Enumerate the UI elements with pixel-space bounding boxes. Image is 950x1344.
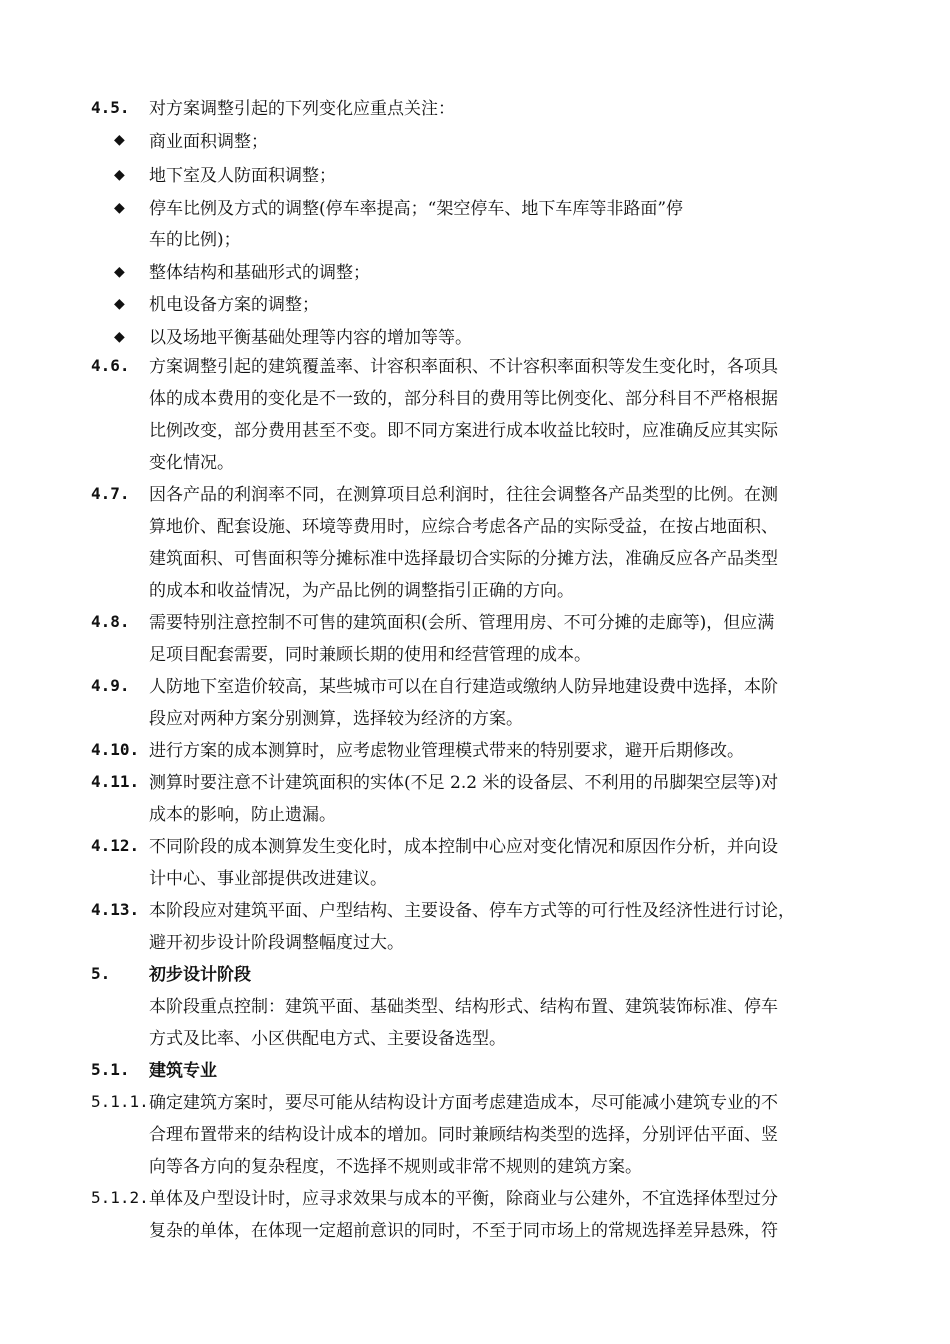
- heading-number: 5.: [91, 964, 111, 983]
- bullet-diamond-icon: ◆: [114, 167, 125, 183]
- paragraph-line: 不同阶段的成本测算发生变化时，成本控制中心应对变化情况和原因作分析，并向设: [149, 837, 778, 857]
- paragraph-line: 进行方案的成本测算时，应考虑物业管理模式带来的特别要求，避开后期修改。: [149, 741, 744, 761]
- paragraph-line: 因各产品的利润率不同，在测算项目总利润时，往往会调整各产品类型的比例。在测: [149, 485, 778, 505]
- paragraph-line: 避开初步设计阶段调整幅度过大。: [149, 933, 404, 953]
- section-number: 4.13.: [91, 900, 140, 919]
- bullet-item-continued: 车的比例)；: [149, 230, 241, 250]
- heading-title: 建筑专业: [149, 1061, 217, 1081]
- paragraph-line: 足项目配套需要，同时兼顾长期的使用和经营管理的成本。: [149, 645, 591, 665]
- section-number: 5.1.1.: [91, 1092, 149, 1111]
- bullet-diamond-icon: ◆: [114, 296, 125, 312]
- section-text: 对方案调整引起的下列变化应重点关注：: [149, 99, 455, 119]
- paragraph-line: 需要特别注意控制不可售的建筑面积(会所、管理用房、不可分摊的走廊等)，但应满: [149, 613, 775, 633]
- bullet-diamond-icon: ◆: [114, 200, 125, 216]
- paragraph-line: 方式及比率、小区供配电方式、主要设备选型。: [149, 1029, 506, 1049]
- bullet-item: 停车比例及方式的调整(停车率提高；“架空停车、地下车库等非路面”停: [149, 199, 684, 219]
- paragraph-line: 计中心、事业部提供改进建议。: [149, 869, 387, 889]
- bullet-diamond-icon: ◆: [114, 264, 125, 280]
- paragraph-line: 建筑面积、可售面积等分摊标准中选择最切合实际的分摊方法，准确反应各产品类型: [149, 549, 778, 569]
- paragraph-line: 确定建筑方案时，要尽可能从结构设计方面考虑建造成本，尽可能减小建筑专业的不: [149, 1093, 778, 1113]
- section-number: 4.5.: [91, 98, 130, 117]
- paragraph-line: 合理布置带来的结构设计成本的增加。同时兼顾结构类型的选择，分别评估平面、竖: [149, 1125, 778, 1145]
- paragraph-line: 单体及户型设计时，应寻求效果与成本的平衡，除商业与公建外，不宜选择体型过分: [149, 1189, 778, 1209]
- paragraph-line: 算地价、配套设施、环境等费用时，应综合考虑各产品的实际受益，在按占地面积、: [149, 517, 778, 537]
- heading-title: 初步设计阶段: [149, 965, 251, 985]
- section-number: 4.11.: [91, 772, 140, 791]
- section-number: 4.9.: [91, 676, 130, 695]
- paragraph-line: 方案调整引起的建筑覆盖率、计容积率面积、不计容积率面积等发生变化时，各项具: [149, 357, 778, 377]
- paragraph-line: 体的成本费用的变化是不一致的，部分科目的费用等比例变化、部分科目不严格根据: [149, 389, 778, 409]
- section-number: 4.6.: [91, 356, 130, 375]
- paragraph-line: 复杂的单体，在体现一定超前意识的同时，不至于同市场上的常规选择差异悬殊，符: [149, 1221, 778, 1241]
- paragraph-line: 向等各方向的复杂程度，不选择不规则或非常不规则的建筑方案。: [149, 1157, 642, 1177]
- paragraph-line: 测算时要注意不计建筑面积的实体(不足 2.2 米的设备层、不利用的吊脚架空层等)对: [149, 773, 779, 793]
- section-number: 4.7.: [91, 484, 130, 503]
- paragraph-line: 变化情况。: [149, 453, 234, 473]
- section-number: 4.10.: [91, 740, 140, 759]
- paragraph-line: 本阶段重点控制：建筑平面、基础类型、结构形式、结构布置、建筑装饰标准、停车: [149, 997, 778, 1017]
- paragraph-line: 段应对两种方案分别测算，选择较为经济的方案。: [149, 709, 523, 729]
- bullet-item: 以及场地平衡基础处理等内容的增加等等。: [149, 328, 472, 348]
- paragraph-line: 本阶段应对建筑平面、户型结构、主要设备、停车方式等的可行性及经济性进行讨论，: [149, 901, 795, 921]
- bullet-item: 商业面积调整；: [149, 132, 268, 152]
- heading-number: 5.1.: [91, 1060, 130, 1079]
- bullet-item: 机电设备方案的调整；: [149, 295, 319, 315]
- section-number: 5.1.2.: [91, 1188, 149, 1207]
- paragraph-line: 成本的影响，防止遗漏。: [149, 805, 336, 825]
- bullet-item: 地下室及人防面积调整；: [149, 166, 336, 186]
- bullet-diamond-icon: ◆: [114, 329, 125, 345]
- paragraph-line: 比例改变，部分费用甚至不变。即不同方案进行成本收益比较时，应准确反应其实际: [149, 421, 778, 441]
- paragraph-line: 人防地下室造价较高，某些城市可以在自行建造或缴纳人防异地建设费中选择，本阶: [149, 677, 778, 697]
- bullet-item: 整体结构和基础形式的调整；: [149, 263, 370, 283]
- bullet-diamond-icon: ◆: [114, 132, 125, 148]
- section-number: 4.12.: [91, 836, 140, 855]
- section-number: 4.8.: [91, 612, 130, 631]
- paragraph-line: 的成本和收益情况，为产品比例的调整指引正确的方向。: [149, 581, 574, 601]
